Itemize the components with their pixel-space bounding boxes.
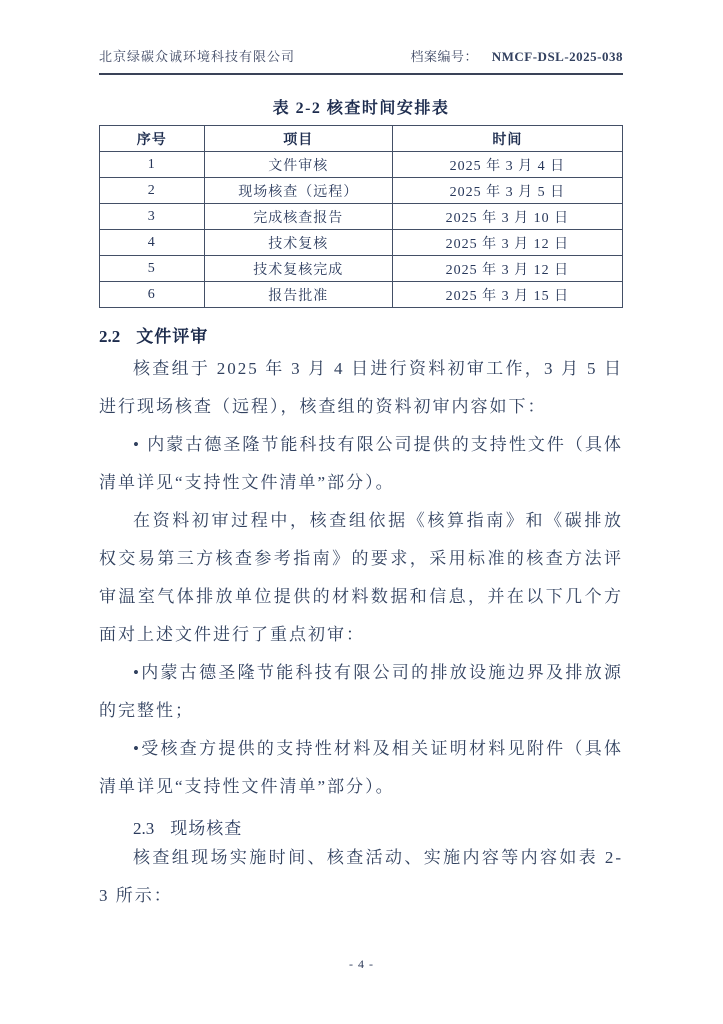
- section-heading-2-3: [99, 814, 623, 839]
- cell-time: 2025 年 3 月 12 日: [392, 256, 622, 282]
- cell-time: 2025 年 3 月 5 日: [392, 178, 622, 204]
- table-row: [100, 204, 623, 230]
- table-caption: 表 2-2 核查时间安排表: [272, 100, 450, 117]
- cell-time: 2025 年 3 月 15 日: [392, 282, 622, 308]
- cell-index: 3: [100, 204, 205, 230]
- header-company-name: 北京绿碳众诚环境科技有限公司: [99, 49, 296, 64]
- cell-item: 报告批准: [204, 282, 392, 308]
- paragraph-review-process: 在资料初审过程中，核查组依据《核算指南》和《碳排放权交易第三方核查参考指南》的要求，采用标准的核查方法评审温室气体排放单位提供的材料数据和信息，并在以下几个方面对上述文件进行了重点初审：: [99, 511, 623, 644]
- table-row: [100, 230, 623, 256]
- cell-index: 5: [100, 256, 205, 282]
- cell-item: 完成核查报告: [204, 204, 392, 230]
- section-title: 文件评审: [136, 327, 209, 346]
- section-title: 现场核查: [170, 819, 243, 838]
- paragraph-onsite-verification: 核查组现场实施时间、核查活动、实施内容等内容如表 2-3 所示：: [99, 848, 623, 905]
- table-row: [100, 282, 623, 308]
- cell-time: 2025 年 3 月 12 日: [392, 230, 622, 256]
- header-archive: [410, 46, 623, 65]
- cell-item: 文件审核: [204, 152, 392, 178]
- bullet-evidence-materials: •受核查方提供的支持性材料及相关证明材料见附件（具体清单详见“支持性文件清单”部分）。: [99, 739, 623, 796]
- bullet-emission-boundary: •内蒙古德圣隆节能科技有限公司的排放设施边界及排放源的完整性；: [99, 663, 623, 720]
- cell-item: 技术复核: [204, 230, 392, 256]
- section-number: 2.2: [99, 327, 121, 346]
- col-header-time: 时间: [392, 126, 622, 152]
- section-number: 2.3: [133, 819, 155, 838]
- bullet-supporting-documents: • 内蒙古德圣隆节能科技有限公司提供的支持性文件（具体清单详见“支持性文件清单”部分）。: [99, 435, 623, 492]
- archive-number: NMCF-DSL-2025-038: [491, 49, 623, 64]
- page-number: - 4 -: [349, 957, 374, 971]
- cell-item: 现场核查（远程）: [204, 178, 392, 204]
- table-row: [100, 178, 623, 204]
- section-heading-2-2: [99, 322, 623, 347]
- cell-time: 2025 年 3 月 10 日: [392, 204, 622, 230]
- cell-item: 技术复核完成: [204, 256, 392, 282]
- page-header: [99, 46, 623, 75]
- col-header-item: 项目: [204, 126, 392, 152]
- table-row: [100, 256, 623, 282]
- cell-index: 2: [100, 178, 205, 204]
- cell-time: 2025 年 3 月 4 日: [392, 152, 622, 178]
- cell-index: 1: [100, 152, 205, 178]
- cell-index: 6: [100, 282, 205, 308]
- archive-label: 档案编号：: [410, 49, 478, 64]
- table-row: [100, 152, 623, 178]
- col-header-index: 序号: [100, 126, 205, 152]
- schedule-table: [99, 125, 623, 308]
- paragraph-initial-review: 核查组于 2025 年 3 月 4 日进行资料初审工作，3 月 5 日进行现场核查（远程），核查组的资料初审内容如下：: [99, 359, 623, 416]
- cell-index: 4: [100, 230, 205, 256]
- table-header-row: [100, 126, 623, 152]
